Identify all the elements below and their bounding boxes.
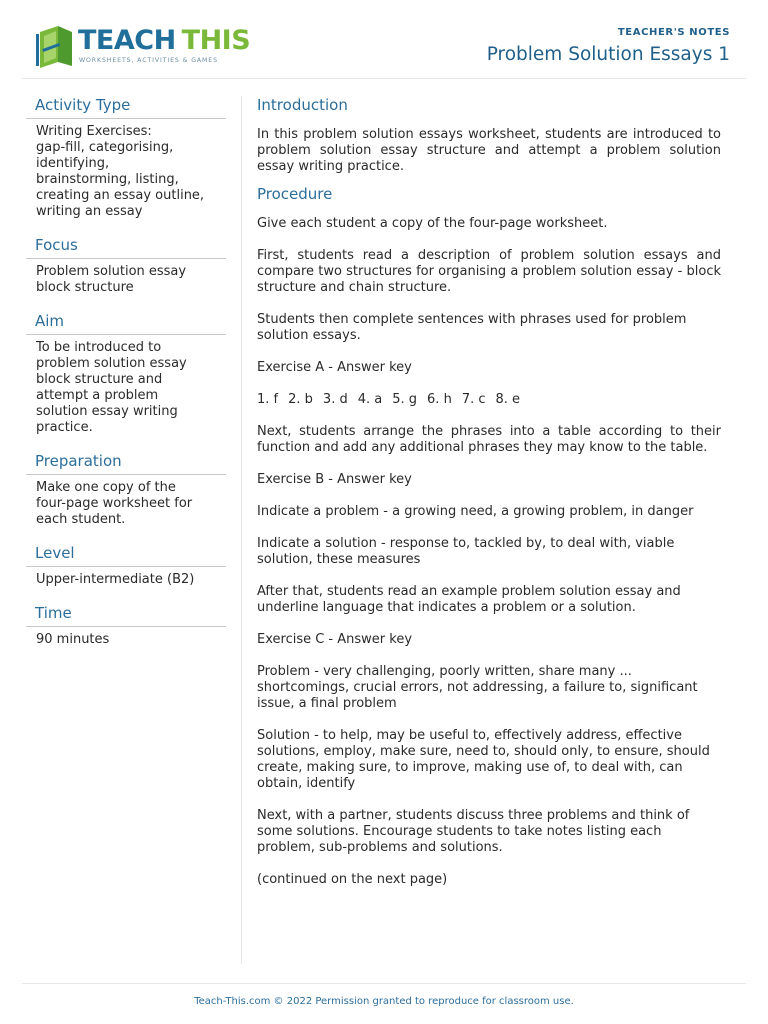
continued-note: (continued on the next page)	[257, 872, 448, 887]
sidebar-section-line: creating an essay outline,	[36, 188, 205, 203]
footer-divider	[22, 983, 746, 984]
exercise-a-answer: 3. d	[322, 392, 348, 407]
sidebar-section	[26, 236, 226, 296]
exercise-c-solution: Solution - to help, may be useful to, effectively address, effective solutions, employ, make sure, need to, should only, to ensure, should create, making sure, to improve, making use of, to deal with, can obtain, identify	[257, 728, 710, 791]
exercise-a-answer: 1. f	[257, 392, 279, 407]
sidebar-section-line: Writing Exercises:	[36, 124, 152, 139]
exercise-b-problem: Indicate a problem - a growing need, a growing problem, in danger	[257, 504, 694, 519]
procedure-paragraph-5: After that, students read an example problem solution essay and underline language that indicates a problem or a solution.	[257, 584, 681, 615]
introduction-text: In this problem solution essays worksheet, students are introduced to problem solution essay structure and attempt a problem solution essay writing practice.	[257, 127, 721, 174]
book-logo-icon	[36, 24, 76, 68]
procedure-paragraph-4: Next, students arrange the phrases into a table according to their function and add any additional phrases they may know to the table.	[257, 424, 721, 455]
teach-this-logo[interactable]	[36, 22, 251, 72]
sidebar-section-line: block structure	[36, 280, 134, 295]
exercise-c-label: Exercise C - Answer key	[257, 632, 413, 647]
sidebar-section-line: Problem solution essay	[36, 264, 187, 279]
sidebar-section-line: gap-fill, categorising,	[36, 140, 174, 155]
logo-tagline: WORKSHEETS, ACTIVITIES & GAMES	[79, 57, 218, 64]
procedure-heading: Procedure	[257, 185, 333, 203]
procedure-paragraph-2: First, students read a description of problem solution essays and compare two structures for organising a problem solution essay - block structure and chain structure.	[257, 248, 721, 295]
sidebar-section-heading: Level	[26, 544, 226, 567]
exercise-b-solution: Indicate a solution - response to, tackled by, to deal with, viable solution, these measures	[257, 536, 675, 567]
sidebar-section-line: attempt a problem	[36, 388, 159, 403]
column-divider	[241, 96, 242, 964]
exercise-a-answer: 7. c	[461, 392, 486, 407]
sidebar-section	[26, 452, 226, 528]
sidebar-section-line: block structure and	[36, 372, 163, 387]
header-divider	[22, 78, 746, 79]
exercise-a-answer: 4. a	[357, 392, 383, 407]
sidebar-section-line: Upper-intermediate (B2)	[36, 572, 195, 587]
exercise-b-label: Exercise B - Answer key	[257, 472, 412, 487]
sidebar-section-line: Make one copy of the	[36, 480, 176, 495]
logo-word-this: THIS	[181, 25, 251, 56]
main-content	[257, 96, 721, 904]
exercise-a-answers	[257, 392, 721, 408]
sidebar-section	[26, 604, 226, 648]
sidebar-section-body	[26, 627, 226, 648]
sidebar-section-heading: Activity Type	[26, 96, 226, 119]
sidebar-section-line: identifying,	[36, 156, 110, 171]
footer-copyright[interactable]: Teach-This.com © 2022 Permission granted to reproduce for classroom use.	[194, 996, 574, 1007]
procedure-paragraph-1: Give each student a copy of the four-page worksheet.	[257, 216, 608, 231]
page-header	[0, 0, 768, 80]
procedure-paragraph-3: Students then complete sentences with phrases used for problem solution essays.	[257, 312, 687, 343]
procedure-paragraph-6: Next, with a partner, students discuss three problems and think of some solutions. Encourage students to take notes listing each problem, sub-problems and solutions.	[257, 808, 690, 855]
exercise-c-problem: Problem - very challenging, poorly written, share many ... shortcomings, crucial errors, not addressing, a failure to, significant issue, a final problem	[257, 664, 698, 711]
sidebar-section-heading: Focus	[26, 236, 226, 259]
sidebar-section-heading: Aim	[26, 312, 226, 335]
sidebar-section-body	[26, 335, 226, 436]
sidebar-section-line: brainstorming, listing,	[36, 172, 179, 187]
exercise-a-answer: 2. b	[288, 392, 313, 407]
sidebar-section-line: To be introduced to	[36, 340, 162, 355]
sidebar-section-body	[26, 567, 226, 588]
logo-wordmark	[78, 26, 250, 56]
exercise-a-answer: 6. h	[427, 392, 452, 407]
sidebar-section-line: each student.	[36, 512, 126, 527]
introduction-heading: Introduction	[257, 96, 348, 114]
sidebar	[26, 96, 226, 664]
exercise-a-answer: 5. g	[392, 392, 418, 407]
sidebar-section-line: 90 minutes	[36, 632, 110, 647]
sidebar-section-line: solution essay writing	[36, 404, 178, 419]
sidebar-section-line: four-page worksheet for	[36, 496, 193, 511]
sidebar-section-body	[26, 119, 226, 220]
exercise-a-answer: 8. e	[495, 392, 521, 407]
sidebar-section-heading: Time	[26, 604, 226, 627]
sidebar-section	[26, 312, 226, 436]
teachers-notes-label: TEACHER'S NOTES	[617, 27, 730, 38]
sidebar-section	[26, 96, 226, 220]
exercise-a-label: Exercise A - Answer key	[257, 360, 412, 375]
sidebar-section-line: practice.	[36, 420, 93, 435]
sidebar-section-body	[26, 475, 226, 528]
sidebar-section	[26, 544, 226, 588]
sidebar-section-heading: Preparation	[26, 452, 226, 475]
document-title: Problem Solution Essays 1	[486, 44, 730, 65]
sidebar-section-line: writing an essay	[36, 204, 143, 219]
sidebar-section-body	[26, 259, 226, 296]
logo-word-teach: TEACH	[78, 25, 176, 56]
sidebar-section-line: problem solution essay	[36, 356, 187, 371]
